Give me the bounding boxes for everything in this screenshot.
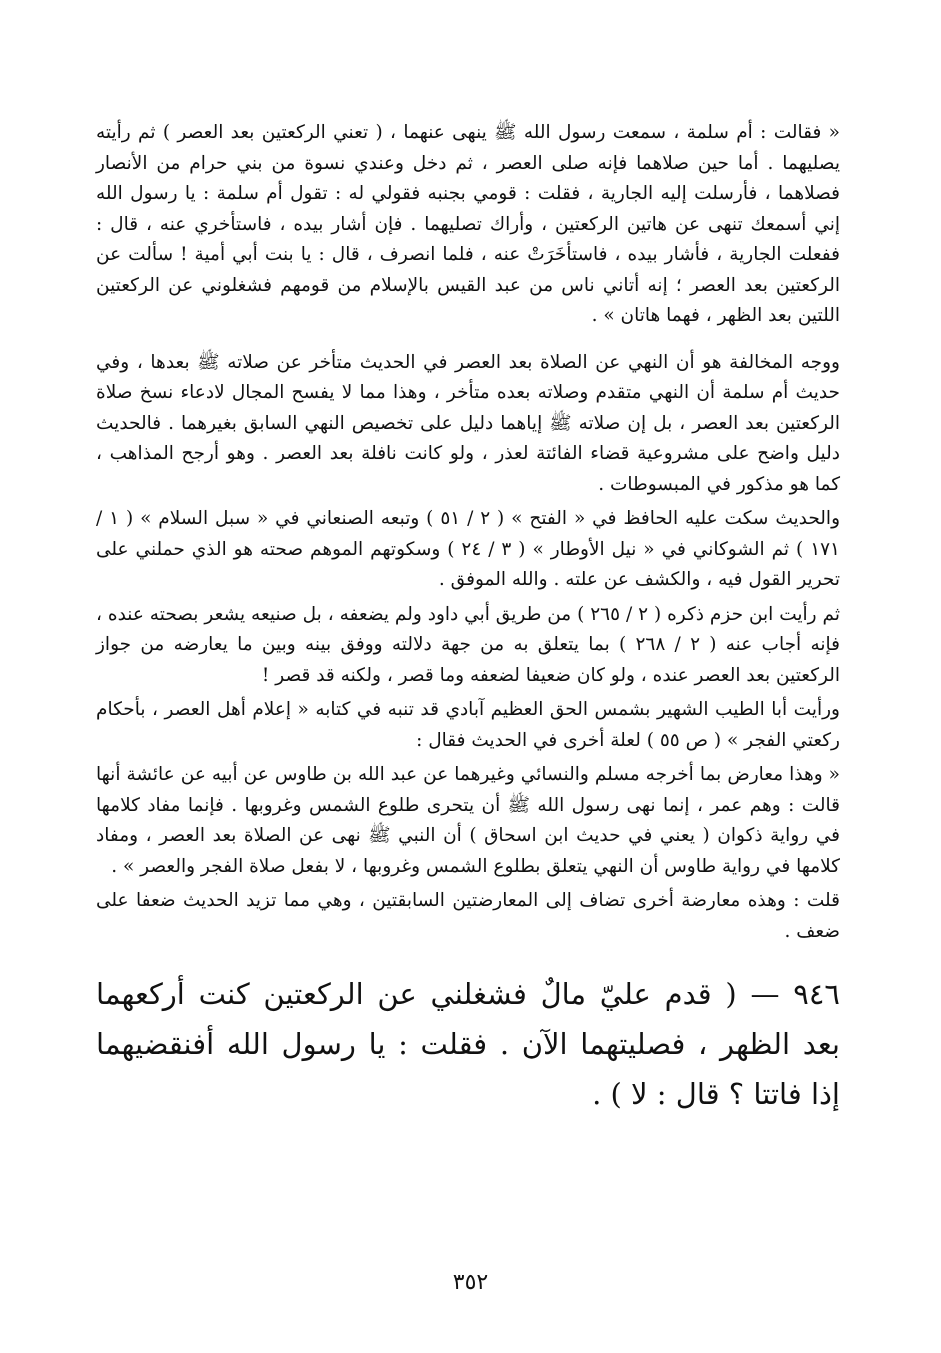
page-body bbox=[96, 118, 840, 1119]
paragraph-hafiz-silence: والحديث سكت عليه الحافظ في « الفتح » ( ٢ / ٥١ ) وتبعه الصنعاني في « سبل السلام » ( ١ / ١٧١ ) ثم الشوكاني في « نيل الأوطار » ( ٣ / ٢٤ ) وسكوتهم الموهم صحته هو الذي حملني على تحرير القول فيه ، والكشف عن علته . والله الموفق . bbox=[96, 508, 840, 590]
paragraph-abu-tayyib: ورأيت أبا الطيب الشهير بشمس الحق العظيم آبادي قد تنبه في كتابه « إعلام أهل العصر ، بأحكام ركعتي الفجر » ( ص ٥٥ ) لعلة أخرى في الحديث فقال : bbox=[96, 699, 840, 751]
paragraph-quote-aisha: « وهذا معارض بما أخرجه مسلم والنسائي وغيرهما عن عبد الله بن طاوس عن أبيه عن عائشة أنها قالت : وهم عمر ، إنما نهى رسول الله ﷺ أن يتحرى طلوع الشمس وغروبها . فإنما مفاد كلامها في رواية ذكوان ( يعني في حديث ابن اسحاق ) أن النبي ﷺ نهى عن الصلاة بعد العصر ، ومفاد كلامها في رواية طاوس أن النهي يتعلق بطلوع الشمس وغروبها ، لا بفعل صلاة الفجر والعصر » . bbox=[96, 764, 840, 877]
hadith-946: ٩٤٦ — ( قدم عليّ مالٌ فشغلني عن الركعتين كنت أركعهما بعد الظهر ، فصليتهما الآن . فقلت : يا رسول الله أفنقضيهما إذا فاتتا ؟ قال : لا ) . bbox=[96, 977, 840, 1111]
paragraph-hadith-umm-salama: « فقالت : أم سلمة ، سمعت رسول الله ﷺ ينهى عنهما ، ( تعني الركعتين بعد العصر ) ثم رأيته يصليهما . أما حين صلاهما فإنه صلى العصر ، ثم دخل وعندي نسوة من بني حرام من الأنصار فصلاهما ، فأرسلت إليه الجارية ، فقلت : قومي بجنبه فقولي له : تقول أم سلمة : يا رسول الله إني أسمعك تنهى عن هاتين الركعتين ، وأراك تصليهما . فإن أشار بيده ، فاستأخري عنه ، قال : ففعلت الجارية ، فأشار بيده ، فاستأخَرَتْ عنه ، فلما انصرف ، قال : يا بنت أبي أمية ! سألت عن الركعتين بعد العصر ؛ إنه أتاني ناس من عبد القيس بالإسلام من قومهم فشغلوني عن الركعتين اللتين بعد الظهر ، فهما هاتان » . bbox=[96, 122, 840, 326]
paragraph-ibn-hazm: ثم رأيت ابن حزم ذكره ( ٢ / ٢٦٥ ) من طريق أبي داود ولم يضعفه ، بل صنيعه يشعر بصحته عنده ، فإنه أجاب عنه ( ٢ / ٢٦٨ ) بما يتعلق به من جهة دلالته ووفق بينه وبين ما يعارضه من جواز الركعتين بعد العصر عنده ، ولو كان ضعيفا لضعفه وما قصر ، ولكنه قد قصر ! bbox=[96, 603, 840, 686]
paragraph-contradiction: ووجه المخالفة هو أن النهي عن الصلاة بعد العصر في الحديث متأخر عن صلاته ﷺ بعدها ، وفي حديث أم سلمة أن النهي متقدم وصلاته بعده متأخر ، وهذا مما لا يفسح المجال لادعاء نسخ صلاة الركعتين بعد العصر ، بل إن صلاته ﷺ إياهما دليل على تخصيص النهي السابق بغيرهما . فالحديث دليل واضح على مشروعية قضاء الفائتة لعذر ، ولو كانت نافلة بعد العصر . وهو أرجح المذاهب ، كما هو مذكور في المبسوطات . bbox=[96, 351, 840, 495]
paragraph-conclusion: قلت : وهذه معارضة أخرى تضاف إلى المعارضتين السابقتين ، وهي مما تزيد الحديث ضعفا على ضعف . bbox=[96, 890, 840, 942]
page-number: ٣٥٢ bbox=[452, 1270, 489, 1295]
